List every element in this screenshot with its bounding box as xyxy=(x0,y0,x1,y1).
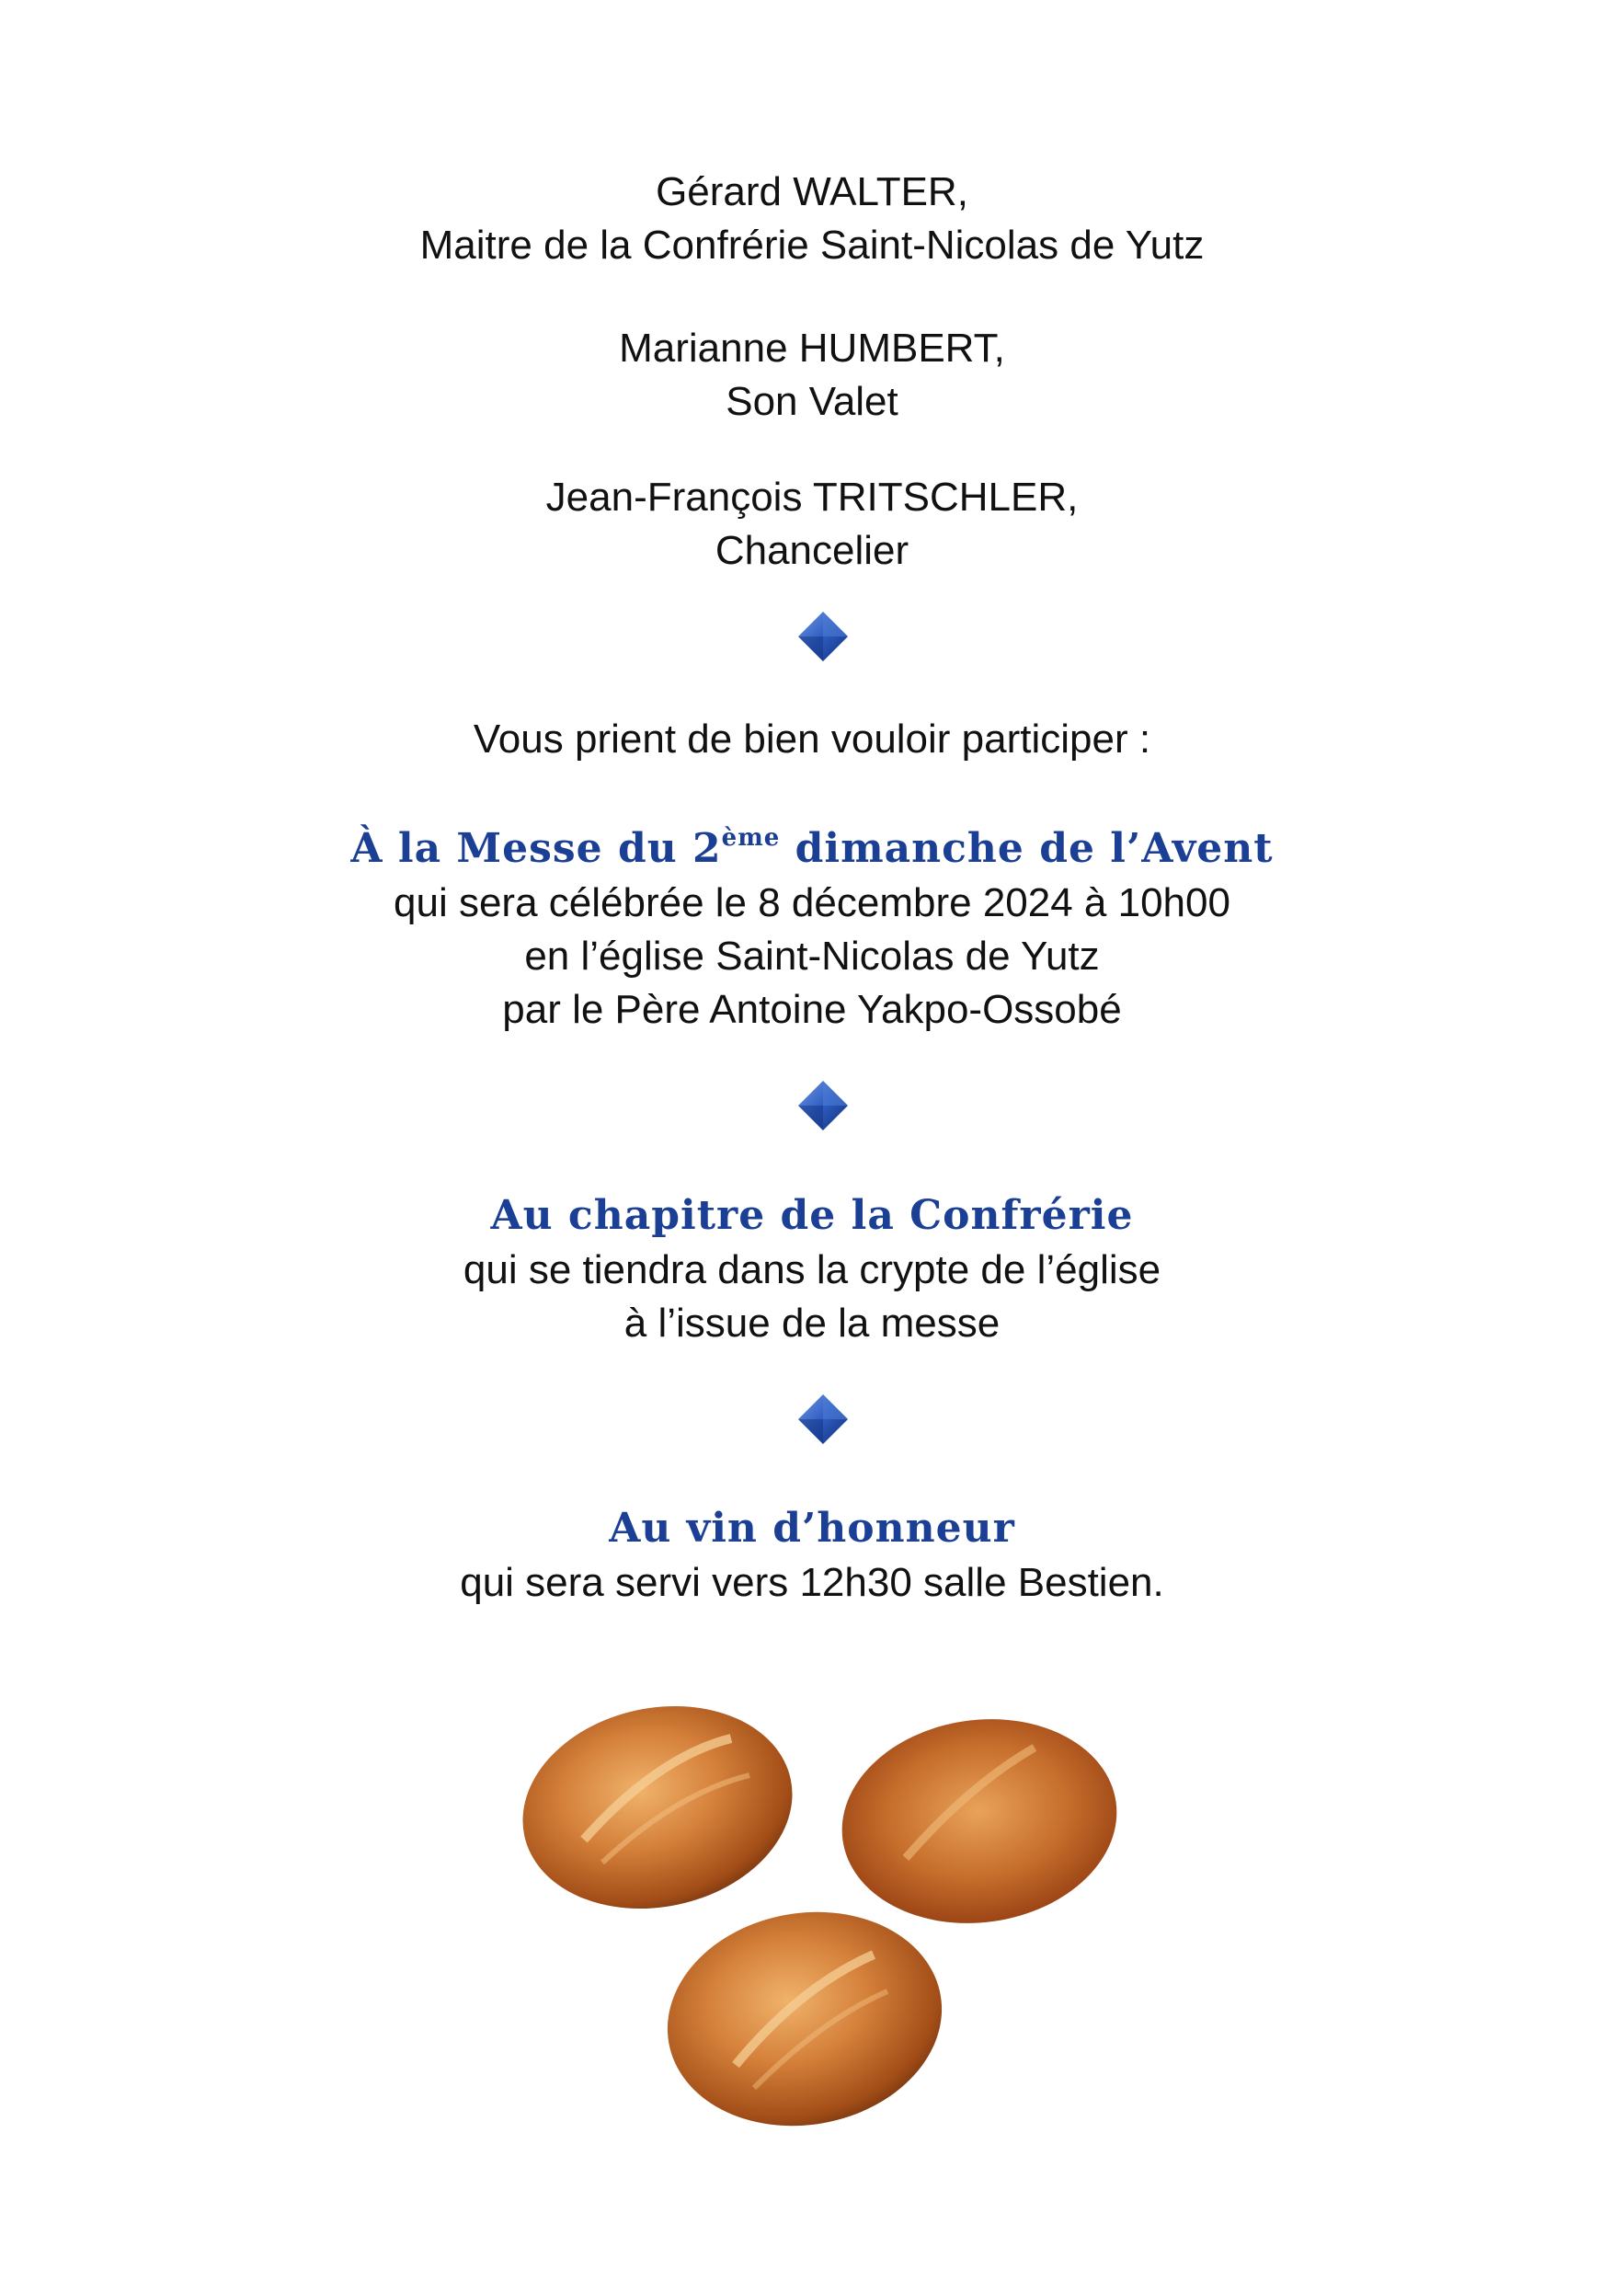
chapter-section xyxy=(0,1188,1624,1350)
signatory-role: Son Valet xyxy=(726,379,898,424)
diamond-ornament-icon xyxy=(795,609,851,664)
reception-line: qui sera servi vers 12h30 salle Bestien. xyxy=(460,1560,1164,1605)
mass-heading-part: À la Messe du 2 xyxy=(350,825,722,872)
mass-line: en l’église Saint-Nicolas de Yutz xyxy=(524,934,1100,979)
signatory-1 xyxy=(0,166,1624,272)
invitation xyxy=(0,713,1624,766)
signatory-name: Gérard WALTER, xyxy=(656,169,968,214)
mass-line: qui sera célébrée le 8 décembre 2024 à 10h00 xyxy=(394,880,1230,925)
diamond-ornament-icon xyxy=(795,1392,851,1447)
signatory-name: Jean-François TRITSCHLER, xyxy=(545,475,1079,520)
signatory-name: Marianne HUMBERT, xyxy=(619,326,1005,371)
reception-section xyxy=(0,1501,1624,1610)
bread-rolls-icon xyxy=(520,1702,1127,2134)
signatory-2 xyxy=(0,322,1624,429)
mass-section xyxy=(0,821,1624,1037)
chapter-line: à l’issue de la messe xyxy=(623,1301,1001,1346)
signatory-3 xyxy=(0,471,1624,578)
mass-line: par le Père Antoine Yakpo-Ossobé xyxy=(502,987,1122,1032)
mass-heading-part: dimanche de l’Avent xyxy=(780,825,1274,872)
invitation-text: Vous prient de bien vouloir participer : xyxy=(473,717,1151,762)
signatory-role: Chancelier xyxy=(715,528,909,573)
mass-heading xyxy=(0,821,1624,877)
bread-roll xyxy=(829,1702,1127,1941)
signatory-role: Maitre de la Confrérie Saint-Nicolas de Yutz xyxy=(419,223,1205,268)
reception-heading: Au vin d’honneur xyxy=(609,1505,1015,1552)
bread-roll xyxy=(520,1702,811,1932)
diamond-ornament-icon xyxy=(795,1078,851,1133)
bread-roll xyxy=(650,1891,958,2134)
mass-heading-superscript: ème xyxy=(721,824,781,852)
chapter-heading: Au chapitre de la Confrérie xyxy=(490,1192,1134,1239)
chapter-line: qui se tiendra dans la crypte de l’église xyxy=(463,1247,1161,1292)
